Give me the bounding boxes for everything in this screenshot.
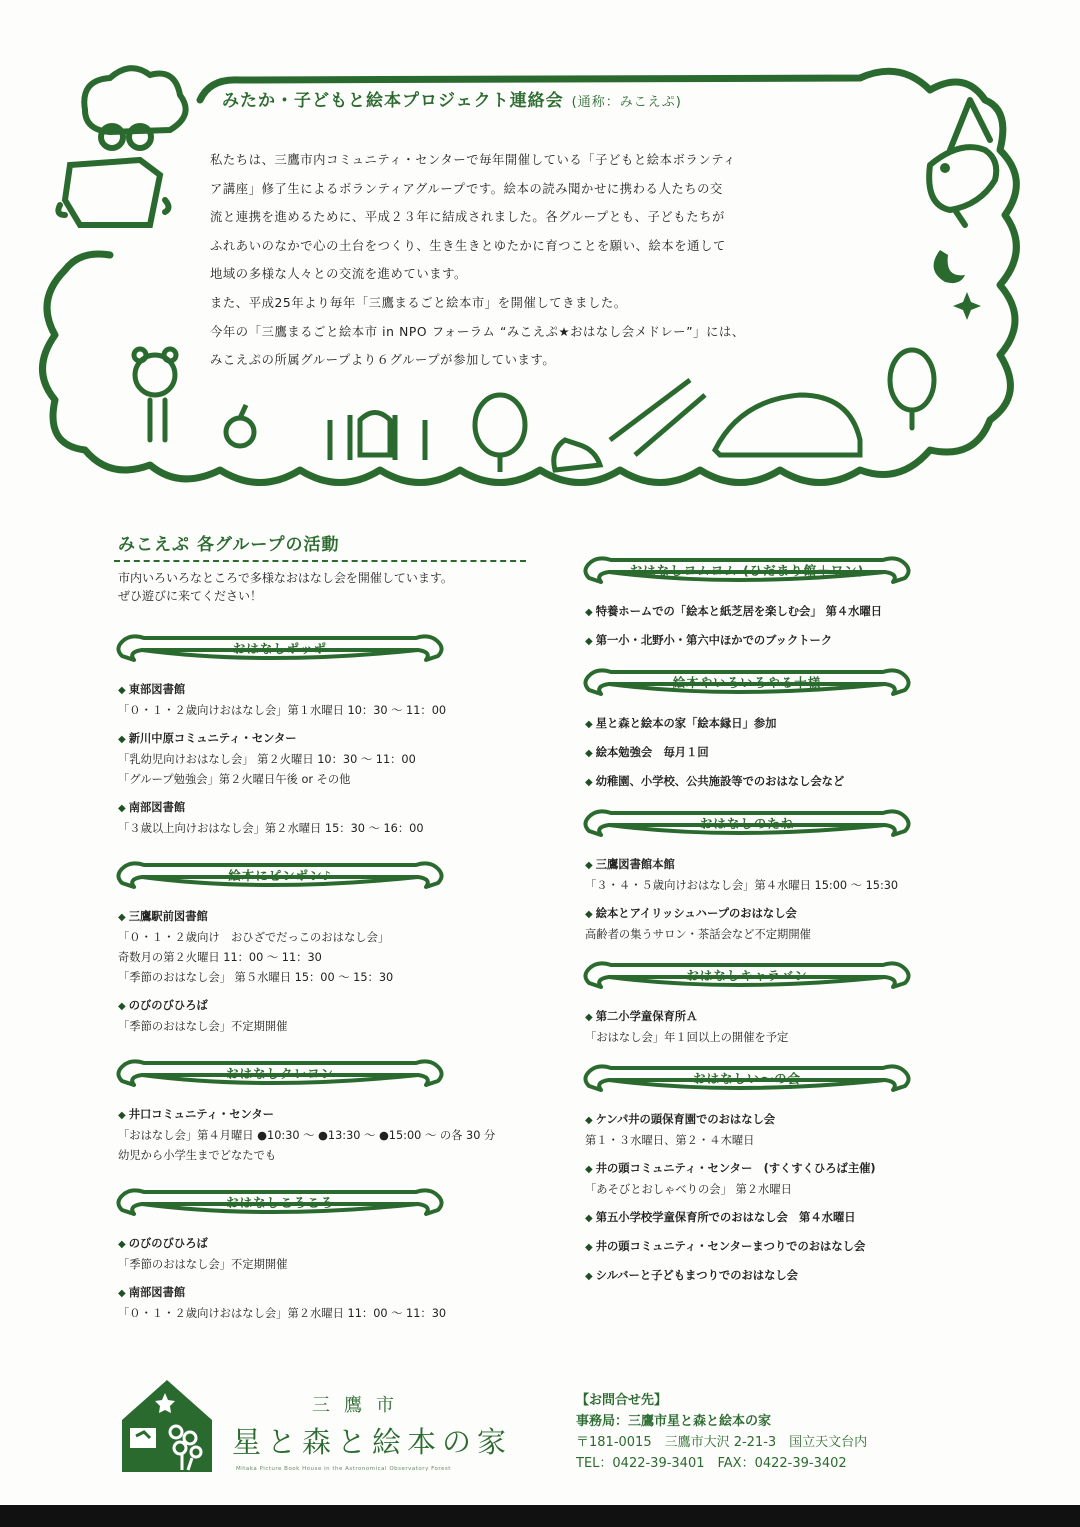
group-ribbon (114, 630, 446, 670)
group-name: 絵本やいろいろやる十様 (672, 675, 822, 690)
diamond-bullet-icon: ◆ (585, 909, 593, 920)
intro-line: 地域の多様な人々との交流を進めています。 (210, 267, 467, 282)
diamond-bullet-icon: ◆ (118, 685, 126, 696)
entry-head-text: のびのびひろば (128, 999, 208, 1012)
entry-heading (585, 1237, 1035, 1258)
group-name: 絵本にピンポン♪ (228, 868, 332, 883)
group-name: おはなしポッポ (232, 641, 328, 656)
group-ribbon (581, 805, 913, 845)
bottom-edge-bar (0, 1505, 1080, 1527)
project-title (222, 86, 682, 111)
diamond-bullet-icon: ◆ (585, 748, 593, 759)
group-ribbon (114, 1055, 446, 1095)
diamond-bullet-icon: ◆ (118, 734, 126, 745)
section-title: みこえぷ 各グループの活動 (118, 535, 340, 555)
entry-line: 「季節のおはなし会」不定期開催 (118, 1020, 288, 1033)
section-subtitle-line: ぜひ遊びに来てください！ (118, 589, 263, 603)
project-nickname: (通称：みこえぷ) (571, 95, 682, 110)
entry-head-text: 東部図書館 (128, 683, 186, 696)
entry-heading (585, 772, 1035, 793)
diamond-bullet-icon: ◆ (585, 636, 593, 647)
brand-english: Mitaka Picture Book House in the Astronomical Observatory Forest (236, 1466, 451, 1472)
group-name: おはなしクレヨン (225, 1066, 334, 1081)
house-logo-icon (122, 1380, 212, 1472)
contact-phone: TEL：0422-39-3401 FAX：0422-39-3402 (576, 1456, 847, 1471)
entry-head-text: 絵本勉強会 毎月１回 (595, 746, 709, 759)
group-ribbon (581, 957, 913, 997)
entry-line: 「グループ勉強会」第２火曜日午後 or その他 (118, 773, 351, 786)
entry-head-text: 星と森と絵本の家「絵本縁日」参加 (595, 717, 777, 730)
tree-icon (330, 395, 525, 472)
entry-line: 「０・１・２歳向け おひざでだっこのおはなし会」 (118, 931, 390, 944)
entry-head-text: 絵本とアイリッシュハープのおはなし会 (595, 907, 797, 920)
entry-heading (585, 904, 1035, 925)
entry-head-text: シルバーと子どもまつりでのおはなし会 (595, 1269, 798, 1282)
entry-head-text: 南部図書館 (128, 1286, 186, 1299)
apple-icon (226, 405, 254, 446)
contact-block (576, 1390, 867, 1474)
entry-line: 「季節のおはなし会」不定期開催 (118, 1258, 288, 1271)
entry-head-text: 井の頭コミュニティ・センター (すくすくひろば主催) (595, 1162, 876, 1175)
entry-heading (585, 602, 1035, 623)
entry-head-text: 特養ホームでの「絵本と紙芝居を楽しむ会」 第４水曜日 (595, 605, 883, 618)
contact-office: 事務局：三鷹市星と森と絵本の家 (576, 1414, 772, 1429)
entry-line: 「０・１・２歳向けおはなし会」第２水曜日 11：00 〜 11：30 (118, 1307, 447, 1320)
entry-heading (585, 1266, 1035, 1287)
entry-head-text: 第五小学校学童保育所でのおはなし会 第４水曜日 (595, 1211, 856, 1224)
groups-left-column (118, 630, 568, 1342)
entry-heading (118, 729, 568, 750)
entry-head-text: 井の頭コミュニティ・センターまつりでのおはなし会 (595, 1240, 866, 1253)
entry-heading (585, 1110, 1035, 1131)
diamond-bullet-icon: ◆ (118, 1288, 126, 1299)
entry-heading (585, 855, 1035, 876)
intro-line: 今年の「三鷹まるごと絵本市 in NPO フォーラム “みこえぷ★おはなし会メドレー”」には、 (210, 324, 745, 339)
entry-line: 「乳幼児向けおはなし会」 第２火曜日 10：30 〜 11：00 (118, 753, 416, 766)
cat-icon (554, 380, 705, 470)
diamond-bullet-icon: ◆ (585, 1271, 593, 1282)
entry-heading (585, 1159, 1035, 1180)
project-title-text: みたか・子どもと絵本プロジェクト連絡会 (222, 91, 564, 111)
entry-heading (118, 798, 568, 819)
group-name: おはなしキャラバン (686, 968, 808, 983)
group-name: おはなしのたね (699, 816, 795, 831)
entry-heading (118, 1283, 568, 1304)
entry-heading (118, 680, 568, 701)
group-name: おはなしヨムヨム (ひだまり館＋ワン) (629, 563, 865, 578)
group-ribbon (581, 552, 913, 592)
entry-line: 「３歳以上向けおはなし会」第２水曜日 15：30 〜 16：00 (118, 822, 424, 835)
groups-right-column (585, 552, 1035, 1299)
entry-line: 「あそびとおしゃべりの会」 第２水曜日 (585, 1183, 792, 1196)
brand-city: 三鷹市 (312, 1395, 408, 1416)
contact-label: 【お問合せ先】 (576, 1393, 668, 1408)
entry-line: 第１・３水曜日、第２・４木曜日 (585, 1134, 755, 1147)
diamond-bullet-icon: ◆ (585, 1213, 593, 1224)
diamond-bullet-icon: ◆ (585, 607, 593, 618)
diamond-bullet-icon: ◆ (585, 719, 593, 730)
tree-icon (58, 68, 185, 225)
entry-line: 高齢者の集うサロン・茶話会など不定期開催 (585, 928, 811, 941)
entry-head-text: ケンパ井の頭保育園でのおはなし会 (595, 1113, 776, 1126)
entry-line: 「おはなし会」年１回以上の開催を予定 (585, 1031, 789, 1044)
entry-head-text: 幼稚園、小学校、公共施設等でのおはなし会など (595, 775, 845, 788)
group-ribbon (581, 664, 913, 704)
contact-address: 〒181-0015 三鷹市大沢 2-21-3 国立天文台内 (576, 1435, 868, 1450)
entry-heading (118, 1105, 568, 1126)
intro-line: みこえぷの所属グループより６グループが参加しています。 (210, 353, 556, 368)
group-ribbon (581, 1060, 913, 1100)
diamond-bullet-icon: ◆ (118, 1110, 126, 1121)
group-ribbon (114, 857, 446, 897)
group-name: おはなしころころ (225, 1195, 334, 1210)
moon-icon (934, 250, 965, 283)
intro-paragraph (210, 146, 880, 375)
diamond-bullet-icon: ◆ (585, 1012, 593, 1023)
entry-head-text: 第二小学童保育所Ａ (595, 1010, 698, 1023)
diamond-bullet-icon: ◆ (585, 1164, 593, 1175)
entry-line: 「３・４・５歳向けおはなし会」第４水曜日 15:00 〜 15:30 (585, 879, 899, 892)
diamond-bullet-icon: ◆ (118, 1239, 126, 1250)
star-icon (953, 292, 981, 320)
group-name: おはなしい〜の会 (692, 1071, 801, 1086)
entry-head-text: 第一小・北野小・第六中ほかでのブックトーク (595, 634, 833, 647)
entry-head-text: 新川中原コミュニティ・センター (128, 732, 297, 745)
entry-heading (585, 743, 1035, 764)
entry-head-text: 三鷹図書館本館 (595, 858, 675, 871)
entry-heading (585, 714, 1035, 735)
intro-line: ア講座」修了生によるボランティアグループです。絵本の読み聞かせに携わる人たちの交 (210, 181, 723, 196)
diamond-bullet-icon: ◆ (585, 777, 593, 788)
tree-icon (890, 350, 934, 428)
bear-icon (134, 349, 176, 440)
diamond-bullet-icon: ◆ (585, 860, 593, 871)
entry-heading (118, 996, 568, 1017)
entry-heading (585, 1208, 1035, 1229)
entry-heading (118, 907, 568, 928)
section-subtitle-line: 市内いろいろなところで多様なおはなし会を開催しています。 (118, 571, 453, 585)
intro-line: 流と連携を進めるために、平成２３年に結成されました。各グループとも、子どもたちが (210, 210, 725, 225)
section-subtitle (118, 569, 453, 605)
entry-heading (118, 1234, 568, 1255)
entry-head-text: のびのびひろば (128, 1237, 208, 1250)
diamond-bullet-icon: ◆ (118, 803, 126, 814)
entry-line: 「季節のおはなし会」 第５水曜日 15：00 〜 15：30 (118, 971, 394, 984)
entry-line: 「０・１・２歳向けおはなし会」第１水曜日 10：30 〜 11：00 (118, 704, 447, 717)
diamond-bullet-icon: ◆ (585, 1242, 593, 1253)
group-ribbon (114, 1184, 446, 1224)
diamond-bullet-icon: ◆ (118, 912, 126, 923)
diamond-bullet-icon: ◆ (585, 1115, 593, 1126)
entry-line: 「おはなし会」第４月曜日 ●10:30 〜 ●13:30 〜 ●15:00 〜 の各 30 分 (118, 1129, 496, 1142)
entry-head-text: 南部図書館 (128, 801, 186, 814)
entry-head-text: 三鷹駅前図書館 (128, 910, 208, 923)
entry-line: 奇数月の第２火曜日 11：00 〜 11：30 (118, 951, 322, 964)
bird-icon (929, 100, 996, 225)
diamond-bullet-icon: ◆ (118, 1001, 126, 1012)
brand-name: 星と森と絵本の家 (232, 1425, 513, 1459)
entry-head-text: 井口コミュニティ・センター (128, 1108, 274, 1121)
entry-heading (585, 1007, 1035, 1028)
entry-heading (585, 631, 1035, 652)
section-divider (114, 560, 526, 562)
entry-line: 幼児から小学生までどなたでも (118, 1149, 277, 1162)
intro-line: また、平成25年より毎年「三鷹まるごと絵本市」を開催してきました。 (210, 295, 627, 310)
intro-line: 私たちは、三鷹市内コミュニティ・センターで毎年開催している「子どもと絵本ボランティ (210, 153, 737, 167)
intro-line: ふれあいのなかで心の土台をつくり、生き生きとゆたかに育つことを願い、絵本を通して (210, 238, 726, 253)
